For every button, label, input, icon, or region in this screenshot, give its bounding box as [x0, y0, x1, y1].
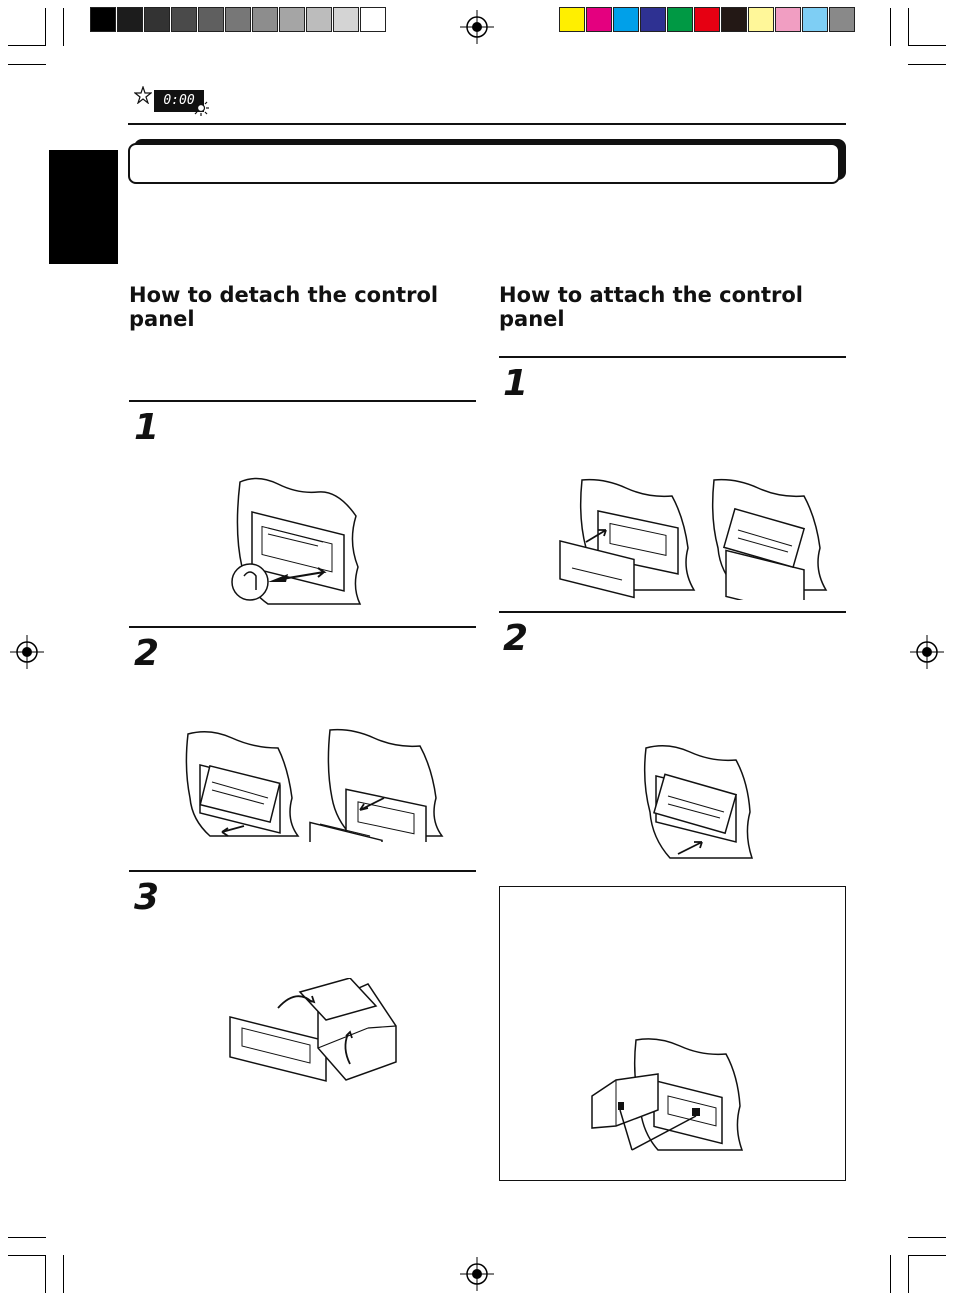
color-swatch — [694, 7, 720, 32]
color-swatch — [748, 7, 774, 32]
detach-step1-rule — [129, 400, 476, 402]
color-swatch — [586, 7, 612, 32]
color-bar — [559, 7, 856, 34]
attach-step1-number: 1 — [503, 363, 529, 404]
color-swatch — [667, 7, 693, 32]
clock-display: 0:00 — [154, 90, 204, 112]
color-swatch — [829, 7, 855, 32]
registration-mark-left-icon — [10, 635, 44, 669]
detach-step3-number: 3 — [134, 877, 160, 918]
color-swatch — [559, 7, 585, 32]
detach-heading: How to detach the control panel — [129, 283, 439, 331]
gray-swatch — [198, 7, 224, 32]
attach-step2-rule — [499, 611, 846, 613]
detach-step3-illustration — [226, 978, 398, 1084]
gray-swatch — [225, 7, 251, 32]
detach-step3-rule — [129, 870, 476, 872]
gray-swatch — [90, 7, 116, 32]
language-tab — [49, 150, 118, 264]
color-swatch — [640, 7, 666, 32]
section-title-bar — [128, 143, 840, 184]
gray-swatch — [360, 7, 386, 32]
detach-step1-number: 1 — [134, 407, 160, 448]
attach-heading: How to attach the control panel — [499, 283, 804, 331]
attach-step2-illustration — [640, 742, 754, 862]
registration-mark-bottom-icon — [460, 1257, 494, 1291]
sun-icon — [193, 100, 209, 116]
gray-swatch — [252, 7, 278, 32]
attach-step1-illustration — [556, 478, 828, 600]
detach-step2-rule — [129, 626, 476, 628]
gray-swatch — [306, 7, 332, 32]
header-rule — [128, 123, 846, 125]
star-icon — [134, 86, 152, 104]
registration-mark-top-icon — [460, 10, 494, 44]
gray-swatch — [279, 7, 305, 32]
detach-step1-illustration — [228, 472, 368, 610]
grayscale-bar — [90, 7, 387, 34]
attach-step2-number: 2 — [503, 618, 529, 659]
gray-swatch — [333, 7, 359, 32]
color-swatch — [721, 7, 747, 32]
color-swatch — [802, 7, 828, 32]
color-swatch — [775, 7, 801, 32]
attach-step1-rule — [499, 356, 846, 358]
gray-swatch — [171, 7, 197, 32]
registration-mark-right-icon — [910, 635, 944, 669]
detach-step2-number: 2 — [134, 633, 160, 674]
gray-swatch — [117, 7, 143, 32]
connector-illustration — [588, 1036, 744, 1156]
color-swatch — [613, 7, 639, 32]
detach-step2-illustration — [180, 728, 444, 842]
gray-swatch — [144, 7, 170, 32]
